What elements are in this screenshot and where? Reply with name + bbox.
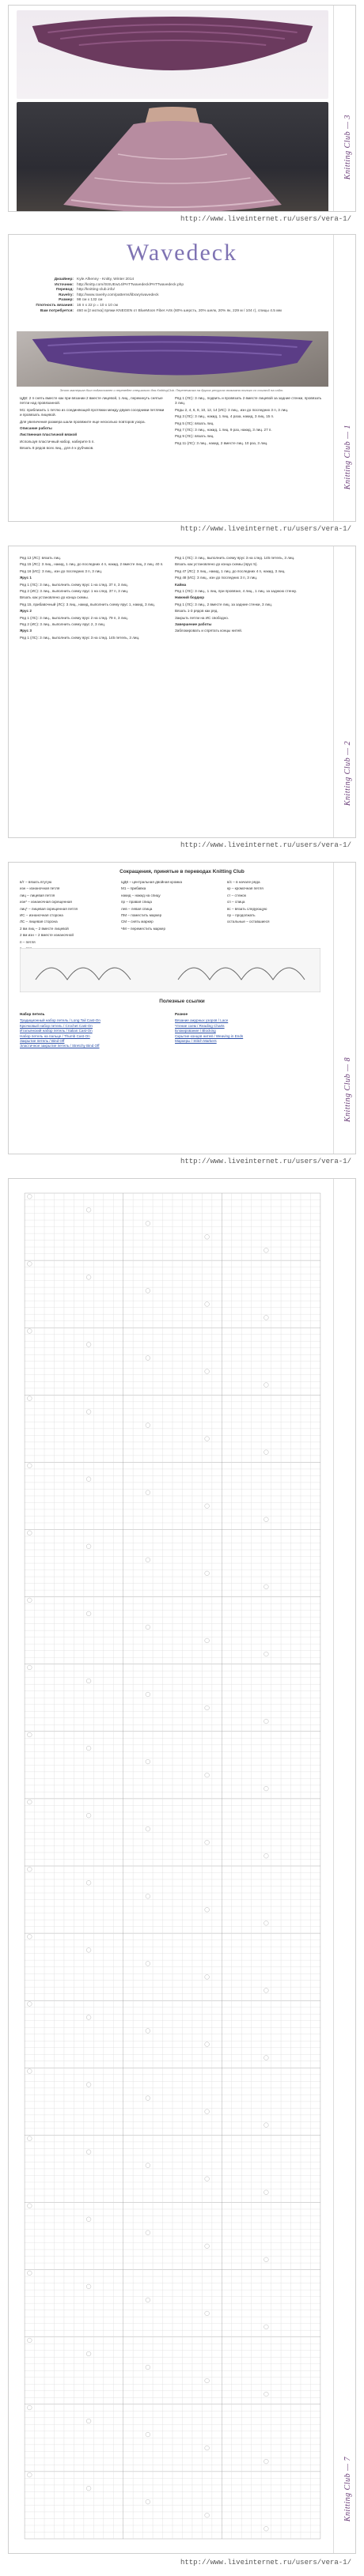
chart-yo-symbol (264, 2459, 269, 2464)
paragraph: М1: приблизить 1 петлю из соединяющей протяжки между двумя соседними петлями и провязать лицевой. (20, 407, 165, 417)
abbr-item: вс – вязать следующую (227, 906, 267, 911)
chart-yo-symbol (86, 1410, 91, 1415)
section-heading: Ярус 2 (20, 609, 32, 614)
page-sidebar (333, 863, 355, 1154)
chart-yo-symbol (264, 1316, 269, 1320)
chart-yo-symbol (27, 2271, 32, 2276)
footer-link[interactable]: http://www.liveinternet.ru/users/vera-1/ (180, 2559, 351, 2567)
meta-key: Источник: (55, 282, 74, 287)
abbr-item: ПМ – поместить маркер (121, 913, 162, 918)
chart-yo-symbol (27, 1935, 32, 1940)
chart-yo-symbol (205, 1437, 210, 1441)
url-footer (0, 2559, 364, 2567)
meta-value: 460 м [2 мотка] пряжи KNEGEN от BlueMoon Fiber Arts (60% шерсть, 20% шелк, 20% як, 229 м / 104 г), спицы 4.5 мм (77, 308, 282, 313)
pattern-page-4 (8, 862, 356, 1154)
chart-yo-symbol (146, 1759, 150, 1764)
chart-yo-symbol (146, 2365, 150, 2370)
chart-yo-symbol (86, 1813, 91, 1818)
chart-yo-symbol (146, 2432, 150, 2437)
abbr-item: М1 – прибавка (121, 886, 146, 891)
chart-yo-symbol (146, 1221, 150, 1226)
url-footer (0, 215, 364, 223)
photo-caption: Этот материал был подготовлен и переведен специально для KnittingClub. Перепечатка на других ресурсах возможна только со ссылкой на сайт. (59, 388, 284, 392)
chart-yo-symbol (27, 1262, 32, 1267)
page-sidebar (333, 546, 355, 837)
chart-yo-symbol (205, 1975, 210, 1980)
chart-yo-symbol (264, 1585, 269, 1589)
paragraph: Ряд 47 (ЛС): 3 лиц., накид, 1 лиц. до последних 4 п, накид, 3 лиц. (175, 568, 286, 573)
meta-key: Плотность вязания: (36, 303, 74, 308)
link-item[interactable]: Скрытие концов нитей / Weaving in Ends (175, 1033, 244, 1038)
chart-yo-symbol (264, 2257, 269, 2262)
chart-yo-symbol (146, 1962, 150, 1966)
abbr-item: 2 вм лиц – 2 вместе лицевой (20, 926, 69, 931)
paragraph: Ряд 1 (ЛС): 3 лиц., 2 вместе лиц. за задние стенки, 3 лиц. (175, 602, 272, 606)
abbr-item: пр – продолжать (227, 913, 256, 918)
meta-value[interactable]: http://knitty.com/ISSUEw14/PATTwavedeck/PATTwavedeck.php (77, 282, 184, 287)
chart-yo-symbol (27, 2136, 32, 2141)
paragraph: Вязать как установлено до конца схемы. (20, 595, 89, 600)
links-heading: Набор петель (20, 1012, 45, 1016)
chart-yo-symbol (264, 1853, 269, 1858)
shawl-worn-photo (17, 102, 328, 212)
text-column-right (175, 396, 322, 448)
paragraph: Ряд 15, прибавочный (ЛС): 3 лиц., накид, выполнить схему ярус 1, накид, 3 лиц. (20, 602, 155, 606)
abbr-item: лиц – лицевая петля (20, 893, 55, 897)
paragraph: Вязать 8 рядов всех лиц., для 4-х рубчиков. (20, 446, 94, 451)
link-item[interactable]: Вязание ажурных узоров / Lace (175, 1018, 229, 1023)
shawl-detail-photo (17, 331, 328, 387)
abbr-item: СМ – снять маркер (121, 920, 154, 924)
link-item[interactable]: Набор петель на пальце / Thumb Cast-On (20, 1033, 90, 1038)
abbr-item: п – петля (20, 939, 36, 944)
chart-yo-symbol (264, 1517, 269, 1522)
chart-yo-symbol (264, 1450, 269, 1455)
meta-key: Дизайнер: (54, 278, 74, 281)
abbr-item: ЧМ – переместить маркер (121, 926, 166, 931)
chart-yo-symbol (27, 2002, 32, 2007)
chart-yo-symbol (86, 1343, 91, 1347)
chart-yo-symbol (27, 1800, 32, 1804)
text-column-left (20, 396, 167, 453)
abbr-item: ЛС – лицевая сторона (20, 920, 58, 924)
chart-yo-symbol (27, 1598, 32, 1603)
chart-yo-symbol (264, 1989, 269, 1993)
page-sidebar (333, 235, 355, 521)
paragraph: Ряд 5 (ЛС): вязать лиц. (175, 421, 214, 425)
chart-yo-symbol (86, 2284, 91, 2289)
abbr-item: накид – накид на спицу (121, 893, 161, 897)
chart-yo-symbol (205, 2110, 210, 2114)
sidebar-label: Knitting Club — 1 (343, 424, 352, 489)
footer-link[interactable]: http://www.liveinternet.ru/users/vera-1/ (180, 215, 351, 223)
abbr-item: в/с – в начале ряда (227, 880, 260, 884)
section-heading: Кайма (175, 582, 187, 587)
chart-yo-symbol (264, 2392, 269, 2397)
chart-yo-symbol (146, 2163, 150, 2168)
link-item[interactable]: Крючковый набор петель / Crochet Cast-On (20, 1023, 93, 1028)
chart-yo-symbol (27, 1867, 32, 1872)
meta-value[interactable]: http://www.ravelry.com/patterns/library/wavedeck (77, 293, 159, 297)
paragraph: Закрыть петли на ИС свободно. (175, 615, 229, 620)
chart-yo-symbol (146, 2230, 150, 2235)
chart-yo-symbol (146, 2499, 150, 2504)
abbr-item: ст – стежок (227, 893, 246, 897)
chart-yo-symbol (146, 2096, 150, 2101)
chart-yo-symbol (146, 1692, 150, 1697)
section-heading: Описание работы (20, 426, 52, 431)
chart-yo-symbol (86, 1544, 91, 1549)
stitch-diagram (20, 948, 320, 992)
page-sidebar (333, 6, 355, 211)
chart-yo-symbol (86, 1611, 91, 1616)
chart-yo-symbol (264, 1383, 269, 1388)
meta-key: Перевод: (55, 288, 74, 293)
meta-value: 98 см x 132 см (77, 298, 103, 303)
link-item[interactable]: Традиционный набор петель / Long Tail Cast-On (20, 1018, 100, 1023)
chart-yo-symbol (205, 2311, 210, 2316)
paragraph: Вязать как установлено до конца схемы (ярус 5). (175, 562, 258, 567)
chart-yo-symbol (86, 2351, 91, 2356)
abbr-item: ИС – изнаночная сторона (20, 913, 63, 918)
paragraph: Ряды 2, 4, 6, 8, 10, 12, 14 (ИС): 3 лиц., изн до последних 3 п, 3 лиц. (175, 407, 289, 412)
link-item[interactable]: Маркеры / Stitch Markers (175, 1039, 217, 1044)
chart-yo-symbol (146, 1423, 150, 1428)
sidebar-label: Knitting Club — 7 (343, 2456, 352, 2521)
chart-yo-symbol (27, 1194, 32, 1199)
abbr-item: лиц* – лицевая скрещенная петля (20, 906, 78, 911)
section-heading: Ярус 3 (20, 629, 32, 633)
meta-key: Ravelry: (59, 293, 74, 297)
chart-yo-symbol (27, 1732, 32, 1737)
paragraph: Заблокировать и спрятать концы нитей. (175, 629, 243, 633)
paragraph: Вязать 1-3 рядов как ряд. (175, 609, 218, 614)
abbr-item: пр – правая спица (121, 900, 152, 905)
paragraph: Ряд 15 (ЛС): 3 лиц., накид, 1 лиц. до последних 4 п, накид, 2 вместе лиц, 2 лиц. 40 п. (20, 562, 164, 567)
paragraph: Ряд 48 (ИС): 3 лиц., изн до последних 3 п, 3 лиц. (175, 576, 258, 580)
knitting-chart-grid (17, 1185, 328, 2547)
chart-yo-symbol (205, 1840, 210, 1845)
knitting-chart (17, 1185, 328, 2547)
chart-yo-symbol (86, 1948, 91, 1953)
chart-yo-symbol (205, 2177, 210, 2181)
link-item[interactable]: Чтение схем / Reading Charts (175, 1023, 225, 1028)
chart-yo-symbol (264, 1248, 269, 1253)
chart-yo-symbol (86, 1275, 91, 1280)
chart-yo-symbol (146, 1894, 150, 1898)
chart-yo-symbol (264, 2526, 269, 2531)
link-item[interactable]: Итальянский набор петель / Italian Cast-On (20, 1029, 93, 1033)
chart-yo-symbol (86, 1679, 91, 1683)
chart-yo-symbol (205, 1302, 210, 1307)
link-item[interactable]: Эластичное закрытие петель / Stretchy Bind Off (20, 1044, 100, 1048)
abbr-item: кр – кромочная петля (227, 886, 264, 891)
sidebar-label: Knitting Club — 8 (343, 1056, 352, 1122)
meta-value: 16 п x 22 р = 10 x 10 см (77, 303, 118, 308)
paragraph: Ряд 2 (ИС): 3 лиц., выполнить схему ярус 1 на след. 37 п, 3 лиц. (20, 589, 129, 594)
chart-yo-symbol (27, 1396, 32, 1401)
meta-key: Размер: (59, 298, 74, 303)
abbreviations-title: Сокращения, принятые в переводах Knitting Club (119, 869, 245, 874)
page-sidebar (333, 1179, 355, 2553)
chart-yo-symbol (146, 1356, 150, 1361)
section-heading: Нижний бордюр (175, 595, 205, 600)
abbr-column-2 (121, 880, 221, 933)
chart-yo-symbol (146, 1558, 150, 1562)
chart-yo-symbol (264, 2325, 269, 2329)
shawl-detail-image (17, 331, 328, 387)
chart-grid-lines (25, 1193, 320, 2539)
chart-yo-symbol (264, 1652, 269, 1656)
abbr-item: изн – изнаночная петля (20, 886, 60, 891)
chart-yo-symbol (264, 2056, 269, 2060)
chart-yo-symbol (146, 1289, 150, 1294)
paragraph: Ряд 1 (ЛС): 3 лиц., выполнить схему ярус 1 на след. 37 п, 3 лиц. (20, 582, 128, 587)
chart-yo-symbol (27, 1531, 32, 1535)
abbr-item: остальные – оставшиеся (227, 920, 270, 924)
sidebar-label: Knitting Club — 2 (343, 740, 352, 806)
chart-yo-symbol (205, 2378, 210, 2383)
chart-yo-symbol (27, 1464, 32, 1468)
pattern-page-5 (8, 1178, 356, 2554)
paragraph: Ряд 1 (ЛС): 3 лиц., выполнить схему ярус 3 на след. 145 петель, 3 лиц. (175, 556, 295, 560)
chart-yo-symbol (86, 1207, 91, 1212)
chart-yo-symbol (86, 2083, 91, 2087)
abbr-item: лев – левая спица (121, 906, 153, 911)
chart-yo-symbol (27, 2338, 32, 2343)
chart-yo-symbol (205, 2513, 210, 2517)
pattern-page-1 (8, 5, 356, 212)
chart-yo-symbol (27, 2204, 32, 2208)
section-heading: Ярус 1 (20, 576, 32, 580)
chart-yo-symbol (264, 2123, 269, 2128)
meta-row (23, 298, 324, 304)
links-heading: Разное (175, 1012, 188, 1016)
abbr-column-3 (227, 880, 320, 927)
paragraph: Ряд 2 (ИС): 3 лиц., выполнить схему ярус 2, 3 лиц. (20, 622, 105, 627)
url-footer (0, 525, 364, 533)
abbr-column-1 (20, 880, 115, 953)
chart-yo-symbol (205, 1705, 210, 1710)
paragraph: Ряд 11 (ЛС): 3 лиц., накид, 2 вместе лиц. 10 раз, 3 лиц. (175, 440, 268, 445)
chart-yo-symbol (86, 1880, 91, 1885)
paragraph: Ряд 1 (ЛС): 3 лиц., подвить и провязать 2 вместе лицевой за задние стенки, провязать 3 лиц. (175, 396, 322, 406)
paragraph: Ряд 13 (ЛС): вязать лиц. (20, 556, 62, 560)
meta-value[interactable]: http://knitting-club.info/ (77, 288, 115, 293)
meta-value: Kyle Alhenny - Knitty, Winter 2014 (77, 278, 135, 281)
chart-yo-symbol (205, 1638, 210, 1643)
link-item[interactable]: Блокирование / Blocking (175, 1029, 216, 1033)
chart-yo-symbol (205, 2244, 210, 2249)
meta-key: Вам потребуется: (40, 308, 74, 313)
chart-yo-symbol (86, 2150, 91, 2155)
text-column-left (20, 556, 167, 642)
meta-row (23, 288, 324, 293)
paragraph: Используя пластичный набор, наберите 5 п. (20, 439, 95, 444)
chart-yo-symbol (86, 2419, 91, 2423)
paragraph: Ряд 1 (ЛС): 3 лиц., выполнить схему ярус 3 на след. 145 петель, 3 лиц. (20, 635, 140, 640)
sidebar-label: Knitting Club — 3 (343, 114, 352, 179)
footer-link[interactable]: http://www.liveinternet.ru/users/vera-1/ (180, 1158, 351, 1165)
chart-yo-symbol (205, 1907, 210, 1912)
chart-yo-symbol (264, 1786, 269, 1791)
chart-yo-symbol (264, 1719, 269, 1724)
chart-yo-symbol (205, 1773, 210, 1777)
paragraph: ЦДК: 2 п снять вместе как при вязании 2 вместе лицевой, 1 лиц., перекинуть снятые петли над провязанной. (20, 396, 163, 406)
shawl-worn-image (17, 102, 328, 212)
chart-yo-symbol (86, 2217, 91, 2222)
links-column-left (20, 1010, 167, 1049)
chart-yo-symbol (86, 2015, 91, 2020)
chart-yo-symbol (86, 2486, 91, 2491)
abbr-item: ЦДК – центральная двойная кромка (121, 880, 183, 884)
chart-yo-symbol (146, 1490, 150, 1495)
paragraph: Ряд 1 (ЛС): 3 лиц., 1 лиц. при провязке, 4 лиц., 1 лиц. за заднюю стенку. (175, 589, 297, 594)
paragraph: Ряд 3 (ЛС): 3 лиц., накид, 1 лиц. 4 раза, накид, 3 лиц. 15 п. (175, 414, 275, 419)
abbr-item: 2 вм изн – 2 вместе изнаночной (20, 933, 74, 938)
links-title: Полезные ссылки (159, 999, 205, 1004)
section-heading: Лиственная пластичной вязкой (20, 432, 78, 437)
footer-link[interactable]: http://www.liveinternet.ru/users/vera-1/ (180, 841, 351, 849)
meta-row (23, 304, 324, 309)
chart-yo-symbol (205, 1234, 210, 1239)
chart-yo-symbol (86, 1746, 91, 1751)
section-heading: Завершение работы (175, 622, 212, 627)
chart-yo-symbol (264, 2190, 269, 2195)
chart-yo-symbol (27, 2405, 32, 2410)
url-footer (0, 841, 364, 849)
shawl-flat-image (17, 10, 328, 99)
chart-yo-symbol (205, 2042, 210, 2047)
chart-yo-symbol (146, 2298, 150, 2302)
chart-yo-symbol (27, 2472, 32, 2477)
meta-row (23, 309, 324, 315)
chart-yo-symbol (27, 1665, 32, 1670)
pattern-meta (23, 278, 324, 314)
abbr-item: сп – спица (227, 900, 245, 905)
text-column-right (175, 556, 322, 636)
chart-yo-symbol (205, 1369, 210, 1374)
paragraph: Для увеличения размера шали провяжите еще несколько повторов узора. (20, 419, 146, 424)
chart-yo-symbol (146, 1625, 150, 1630)
paragraph: Ряд 7 (ЛС): 3 лиц., накид, 1 лиц. 9 раз, накид, 3 лиц. 27 п. (175, 428, 272, 432)
link-item[interactable]: Закрытие петель / Bind Off (20, 1039, 65, 1044)
chart-yo-symbol (146, 2029, 150, 2034)
chart-yo-symbol (205, 1571, 210, 1576)
chart-yo-symbol (27, 1329, 32, 1334)
abbr-item: изн* – изнаночная скрещенная (20, 900, 72, 905)
paragraph: Ряд 9 (ЛС): вязать лиц. (175, 434, 214, 439)
chart-yo-symbol (86, 1477, 91, 1482)
chart-yo-symbol (264, 1921, 269, 1925)
meta-row (23, 278, 324, 283)
chart-yo-symbol (205, 1504, 210, 1509)
links-column-right (175, 1010, 322, 1044)
shawl-flat-photo (17, 10, 328, 99)
footer-link[interactable]: http://www.liveinternet.ru/users/vera-1/ (180, 525, 351, 533)
paragraph: Ряд 16 (ИС): 3 лиц., изн до последних 3 п, 3 лиц. (20, 568, 103, 573)
chart-yo-symbol (205, 2446, 210, 2450)
pattern-page-3 (8, 546, 356, 838)
abbr-item: в/т – вязать втугую (20, 880, 52, 884)
chart-yo-symbol (27, 2069, 32, 2074)
pattern-page-2 (8, 234, 356, 522)
pattern-title: Wavedeck (126, 240, 238, 266)
paragraph: Ряд 1 (ЛС): 3 лиц., выполнить схему ярус 2 на след. 79 п, 3 лиц. (20, 615, 128, 620)
url-footer (0, 1158, 364, 1165)
chart-yo-symbol (146, 1826, 150, 1831)
